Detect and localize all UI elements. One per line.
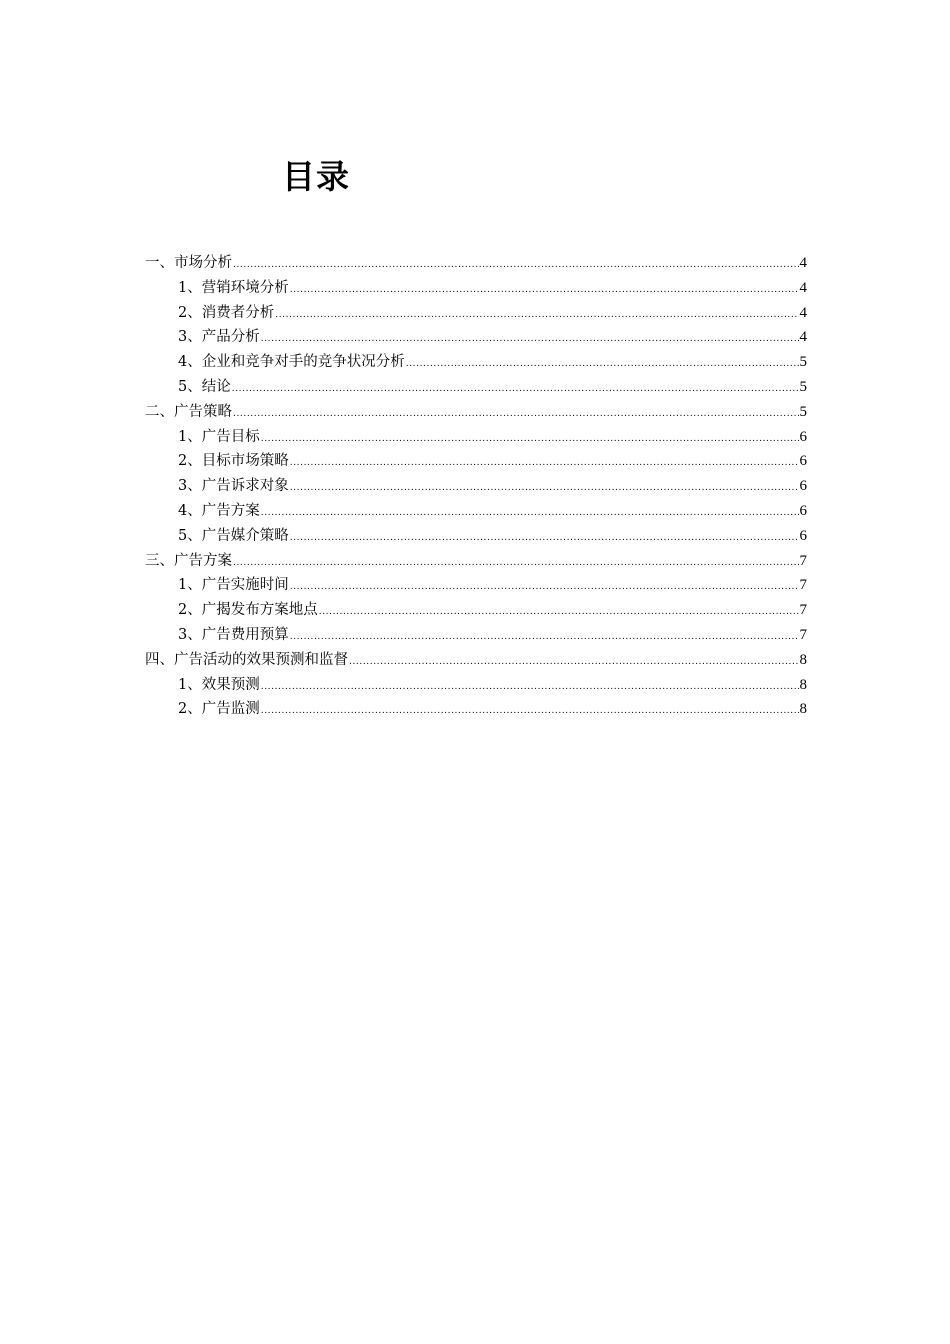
- toc-entry-page: 8: [799, 701, 807, 718]
- toc-entry-page: 4: [799, 255, 807, 271]
- toc-entry-page: 4: [799, 279, 807, 296]
- toc-entry-page: 7: [799, 577, 807, 594]
- dot-leader: [261, 501, 799, 526]
- toc-entry-page: 5: [799, 354, 807, 371]
- dot-leader: [232, 377, 799, 402]
- toc-entry-label: 1、广告目标: [178, 428, 260, 445]
- toc-entry[interactable]: [145, 549, 807, 574]
- toc-entry-page: 6: [799, 428, 807, 445]
- toc-entry-label: 2、广揭发布方案地点: [178, 602, 318, 619]
- toc-entry-page: 8: [799, 651, 807, 668]
- toc-entry[interactable]: [145, 449, 807, 474]
- toc-entry[interactable]: [145, 648, 807, 673]
- toc-entry-page: 7: [799, 602, 807, 619]
- toc-entry[interactable]: [145, 673, 807, 698]
- dot-leader: [233, 551, 799, 576]
- toc-entry[interactable]: [145, 598, 807, 623]
- toc-entry-label: 5、结论: [178, 378, 231, 395]
- toc-entry-page: 6: [799, 453, 807, 470]
- toc-entry-label: 四、广告活动的效果预测和监督: [145, 651, 348, 668]
- toc-entry-label: 4、广告方案: [178, 502, 260, 519]
- toc-entry-page: 4: [799, 329, 807, 346]
- toc-entry[interactable]: [145, 499, 807, 524]
- toc-entry-label: 1、营销环境分析: [178, 279, 289, 296]
- toc-entry-label: 一、市场分析: [145, 255, 232, 271]
- dot-leader: [290, 451, 799, 476]
- toc-entry-label: 三、广告方案: [145, 552, 232, 569]
- dot-leader: [275, 303, 798, 328]
- dot-leader: [233, 253, 799, 278]
- toc-entry[interactable]: [145, 325, 807, 350]
- dot-leader: [290, 278, 799, 303]
- toc-entry-page: 7: [799, 626, 807, 643]
- toc-entry-page: 5: [799, 378, 807, 395]
- toc-entry[interactable]: [145, 276, 807, 301]
- toc-entry-label: 2、广告监测: [178, 701, 260, 718]
- toc-entry-label: 5、广告媒介策略: [178, 527, 289, 544]
- toc-entry[interactable]: [145, 301, 807, 326]
- toc-entry[interactable]: [145, 375, 807, 400]
- toc-entry-label: 3、广告诉求对象: [178, 478, 289, 495]
- toc-entry[interactable]: [145, 697, 807, 722]
- dot-leader: [290, 575, 799, 600]
- toc-entry-label: 1、效果预测: [178, 676, 260, 693]
- toc-entry-page: 8: [799, 676, 807, 693]
- toc-entry-label: 二、广告策略: [145, 403, 232, 420]
- dot-leader: [290, 526, 799, 551]
- toc-entry-page: 6: [799, 527, 807, 544]
- toc-entry-page: 6: [799, 502, 807, 519]
- dot-leader: [261, 327, 799, 352]
- toc-entry-label: 1、广告实施时间: [178, 577, 289, 594]
- dot-leader: [319, 600, 799, 625]
- toc-entry-label: 2、消费者分析: [178, 304, 275, 321]
- dot-leader: [406, 352, 799, 377]
- dot-leader: [261, 699, 799, 724]
- toc-entry-label: 3、产品分析: [178, 329, 260, 346]
- dot-leader: [233, 402, 799, 427]
- toc-entry[interactable]: [145, 425, 807, 450]
- toc-entry[interactable]: [145, 350, 807, 375]
- dot-leader: [290, 625, 799, 650]
- toc-entry-label: 2、目标市场策略: [178, 453, 289, 470]
- table-of-contents: [145, 251, 807, 722]
- dot-leader: [290, 476, 799, 501]
- toc-entry-page: 6: [799, 478, 807, 495]
- dot-leader: [261, 675, 799, 700]
- toc-entry-page: 7: [799, 552, 807, 569]
- toc-entry[interactable]: [145, 524, 807, 549]
- dot-leader: [261, 427, 799, 452]
- dot-leader: [349, 650, 799, 675]
- toc-entry-page: 4: [799, 304, 807, 321]
- toc-entry-label: 4、企业和竞争对手的竞争状况分析: [178, 354, 405, 371]
- toc-entry[interactable]: [145, 474, 807, 499]
- toc-entry-page: 5: [799, 403, 807, 420]
- toc-entry[interactable]: [145, 400, 807, 425]
- toc-entry-label: 3、广告费用预算: [178, 626, 289, 643]
- toc-entry[interactable]: [145, 251, 807, 276]
- toc-entry[interactable]: [145, 623, 807, 648]
- toc-entry[interactable]: [145, 573, 807, 598]
- page-title: 目录: [282, 157, 350, 196]
